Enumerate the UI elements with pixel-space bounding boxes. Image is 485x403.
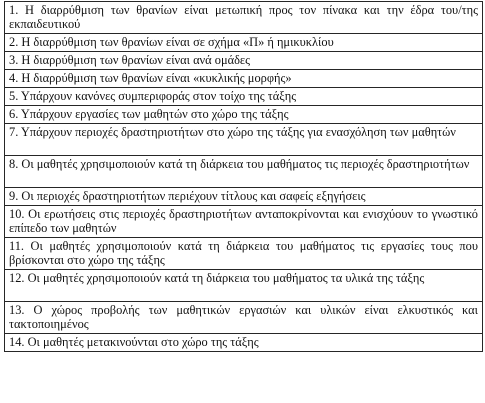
table-row <box>5 106 483 124</box>
table-row <box>5 52 483 70</box>
table-row <box>5 34 483 52</box>
table-row <box>5 124 483 156</box>
items-table-body <box>5 2 483 352</box>
item-text: 8. Οι μαθητές χρησιμοποιούν κατά τη διάρκεια του μαθήματος τις περιοχές δραστηριοτήτων <box>5 156 483 188</box>
item-text: 1. Η διαρρύθμιση των θρανίων είναι μετωπική προς τον πίνακα και την έδρα του/της εκπαιδευτικού <box>5 2 483 34</box>
table-row <box>5 70 483 88</box>
table-row <box>5 2 483 34</box>
table-row <box>5 156 483 188</box>
item-text: 5. Υπάρχουν κανόνες συμπεριφοράς στον τοίχο της τάξης <box>5 88 483 106</box>
table-row <box>5 188 483 206</box>
item-text: 14. Οι μαθητές μετακινούνται στο χώρο της τάξης <box>5 334 483 352</box>
table-row <box>5 238 483 270</box>
table-row <box>5 334 483 352</box>
item-text: 4. Η διαρρύθμιση των θρανίων είναι «κυκλικής μορφής» <box>5 70 483 88</box>
observation-items-table <box>4 1 483 352</box>
table-row <box>5 270 483 302</box>
table-row <box>5 88 483 106</box>
item-text: 9. Οι περιοχές δραστηριοτήτων περιέχουν τίτλους και σαφείς εξηγήσεις <box>5 188 483 206</box>
item-text: 13. Ο χώρος προβολής των μαθητικών εργασιών και υλικών είναι ελκυστικός και τακτοποιημένος <box>5 302 483 334</box>
item-text: 3. Η διαρρύθμιση των θρανίων είναι ανά ομάδες <box>5 52 483 70</box>
item-text: 2. Η διαρρύθμιση των θρανίων είναι σε σχήμα «Π» ή ημικυκλίου <box>5 34 483 52</box>
item-text: 7. Υπάρχουν περιοχές δραστηριοτήτων στο χώρο της τάξης για ενασχόληση των μαθητών <box>5 124 483 156</box>
item-text: 12. Οι μαθητές χρησιμοποιούν κατά τη διάρκεια του μαθήματος τα υλικά της τάξης <box>5 270 483 302</box>
table-row <box>5 206 483 238</box>
item-text: 6. Υπάρχουν εργασίες των μαθητών στο χώρο της τάξης <box>5 106 483 124</box>
table-row <box>5 302 483 334</box>
item-text: 11. Οι μαθητές χρησιμοποιούν κατά τη διάρκεια του μαθήματος τις εργασίες τους που βρίσκονται στο χώρο της τάξης <box>5 238 483 270</box>
item-text: 10. Οι ερωτήσεις στις περιοχές δραστηριοτήτων ανταποκρίνονται και ενισχύουν το γνωστικό επίπεδο των μαθητών <box>5 206 483 238</box>
